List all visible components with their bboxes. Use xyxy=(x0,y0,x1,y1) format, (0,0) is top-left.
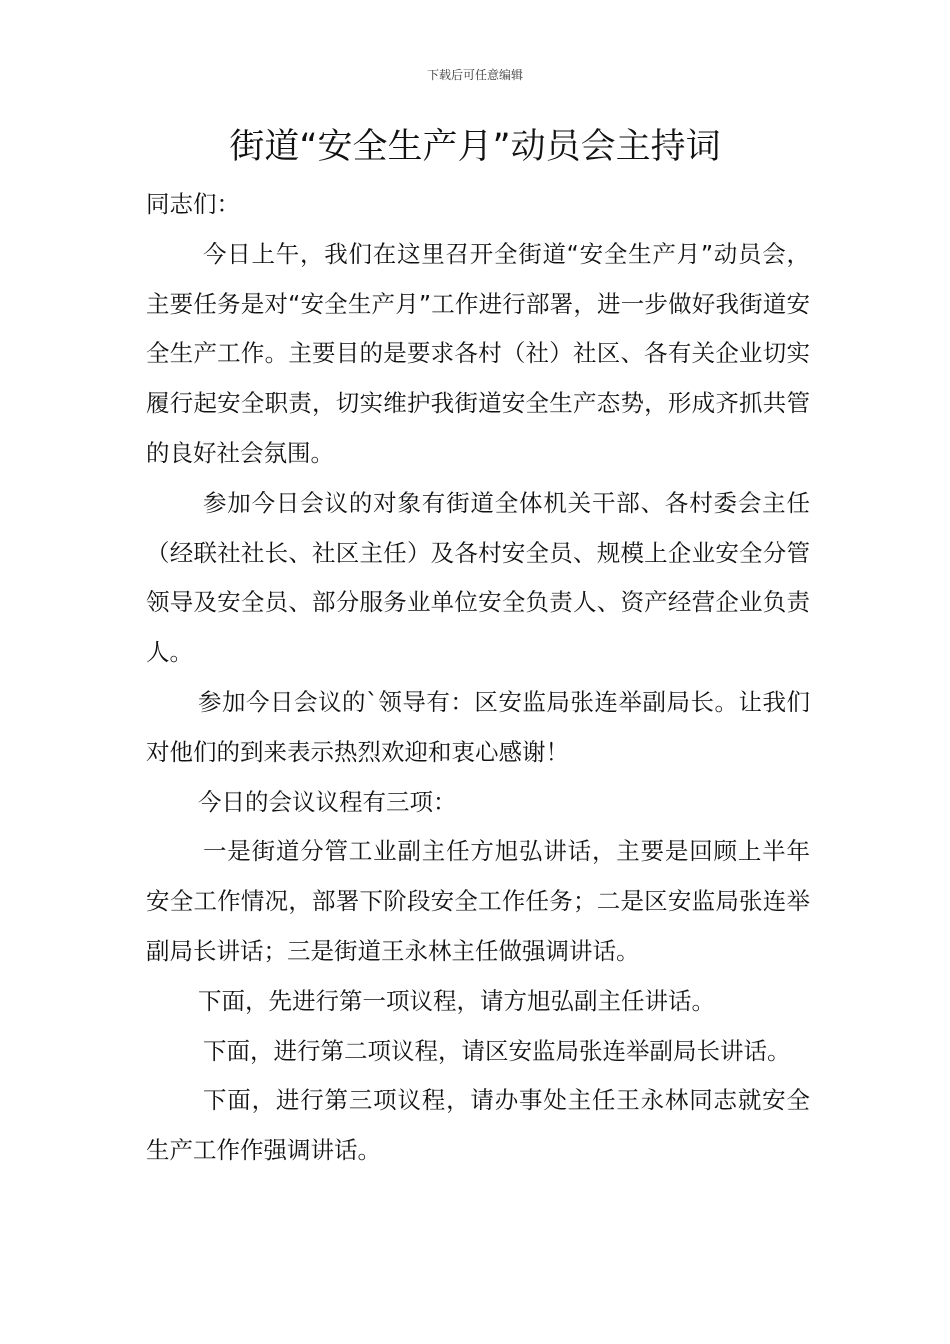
paragraph-item-three: 下面，进行第三项议程，请办事处主任王永林同志就安全生产工作作强调讲话。 xyxy=(146,1086,810,1165)
paragraph-attendees: 参加今日会议的对象有街道全体机关干部、各村委会主任（经联社社长、社区主任）及各村安全员、规模上企业安全分管领导及安全员、部分服务业单位安全负责人、资产经营企业负责人。 xyxy=(146,488,810,667)
paragraph-agenda-items: 一是街道分管工业副主任方旭弘讲话，主要是回顾上半年安全工作情况，部署下阶段安全工作任务；二是区安监局张连举副局长讲话；三是街道王永林主任做强调讲话。 xyxy=(146,837,810,965)
paragraph-opening: 今日上午，我们在这里召开全街道“安全生产月”动员会，主要任务是对“安全生产月”工作进行部署，进一步做好我街道安全生产工作。主要目的是要求各村（社）社区、各有关企业切实履行起安全职责，切实维护我街道安全生产态势，形成齐抓共管的良好社会氛围。 xyxy=(146,239,810,467)
paragraph-agenda-intro: 今日的会议议程有三项： xyxy=(198,787,457,816)
paragraph-item-one: 下面，先进行第一项议程，请方旭弘副主任讲话。 xyxy=(198,986,715,1015)
paragraph-item-two: 下面，进行第二项议程，请区安监局张连举副局长讲话。 xyxy=(203,1036,791,1065)
header-note: 下载后可任意编辑 xyxy=(426,68,523,82)
salutation: 同志们： xyxy=(146,190,240,218)
document-body xyxy=(146,180,810,1176)
document-title: 街道“安全生产月”动员会主持词 xyxy=(229,127,721,167)
paragraph-leaders: 参加今日会议的`领导有：区安监局张连举副局长。让我们对他们的到来表示热烈欢迎和衷心感谢！ xyxy=(146,687,810,766)
